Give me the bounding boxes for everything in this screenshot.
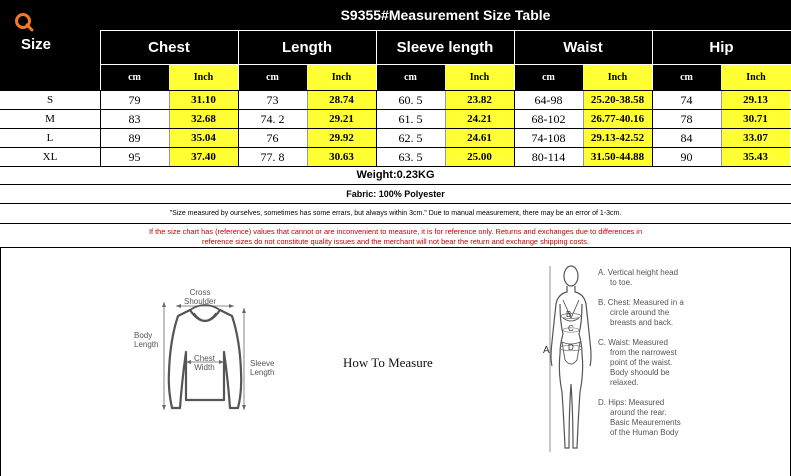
instruction-item xyxy=(598,338,788,388)
instruction-item xyxy=(598,398,788,438)
instruction-line: Body shoould be xyxy=(610,368,670,377)
instruction-line: C. Waist: Measured xyxy=(598,338,668,347)
instruction-line: breasts and back. xyxy=(610,318,674,327)
table-cell: 74-108 xyxy=(531,130,566,145)
table-cell: 60. 5 xyxy=(398,92,423,107)
cross-shoulder-label: Cross Shoulder xyxy=(184,288,217,306)
table-cell: 29.13-42.52 xyxy=(583,129,652,147)
disclaimer-line-2: reference sizes do not constitute quality issues and the merchant will not bear the return and exchange shipping costs. xyxy=(201,237,589,246)
instruction-line: A. Vertical height head xyxy=(598,268,679,277)
instructions xyxy=(598,268,788,448)
table-cell: 33.07 xyxy=(721,129,790,147)
table-cell: 89 xyxy=(128,130,141,145)
unit-cm-3: cm xyxy=(542,72,555,83)
instruction-line: from the narrowest xyxy=(610,348,677,357)
marker-d: D xyxy=(568,343,574,352)
table-cell: 78 xyxy=(680,111,693,126)
instruction-line: Basic Meaurements xyxy=(610,418,681,427)
disclaimer-line-1: If the size chart has (reference) values that cannot or are inconvenient to measure, it is for reference only. Returns and exchanges due to differences in xyxy=(148,227,643,236)
unit-inch-2: Inch xyxy=(445,65,514,90)
disclaimer xyxy=(0,224,791,248)
unit-inch-1: Inch xyxy=(307,65,376,90)
fabric-row: Fabric: 100% Polyester xyxy=(0,185,791,204)
table-cell: 30.71 xyxy=(721,110,790,128)
row-size: L xyxy=(46,132,54,144)
size-header: Size xyxy=(20,35,51,53)
how-to-measure-label: How To Measure xyxy=(343,355,433,370)
instruction-line: circle around the xyxy=(610,308,670,317)
row-size: S xyxy=(46,94,54,106)
table-cell: 90 xyxy=(680,149,693,164)
col-header-2: Sleeve length xyxy=(396,39,494,56)
col-header-3: Waist xyxy=(563,39,603,56)
table-cell: 63. 5 xyxy=(398,149,423,164)
col-header-0: Chest xyxy=(148,39,190,56)
table-cell: 37.40 xyxy=(169,148,238,166)
unit-inch-3: Inch xyxy=(583,65,652,90)
unit-cm-2: cm xyxy=(404,72,417,83)
unit-cm-0: cm xyxy=(128,72,141,83)
col-header-1: Length xyxy=(282,39,332,56)
marker-c: C xyxy=(568,324,574,333)
unit-cm-4: cm xyxy=(680,72,693,83)
instruction-line: to toe. xyxy=(610,278,633,287)
table-cell: 61. 5 xyxy=(398,111,423,126)
table-cell: 35.04 xyxy=(169,129,238,147)
chest-width-label: Chest Width xyxy=(194,354,215,372)
human-body-figure-icon xyxy=(536,262,598,458)
table-cell: 30.63 xyxy=(307,148,376,166)
table-cell: 74. 2 xyxy=(260,111,285,126)
table-cell: 80-114 xyxy=(531,149,566,164)
instruction-line: B. Chest: Measured in a xyxy=(598,298,684,307)
instruction-line: point of the waist. xyxy=(610,358,673,367)
instruction-line: D. Hips: Measured xyxy=(598,398,665,407)
table-cell: 62. 5 xyxy=(398,130,423,145)
table-cell: 74 xyxy=(680,92,693,107)
table-cell: 29.13 xyxy=(721,91,790,109)
row-size: M xyxy=(45,113,55,125)
instruction-line: relaxed. xyxy=(610,378,639,387)
row-size: XL xyxy=(42,151,58,163)
table-cell: 28.74 xyxy=(307,91,376,109)
table-cell: 79 xyxy=(128,92,141,107)
table-cell: 25.20-38.58 xyxy=(583,91,652,109)
table-cell: 35.43 xyxy=(721,148,790,166)
table-cell: 76 xyxy=(266,130,279,145)
table-cell: 95 xyxy=(128,149,141,164)
unit-inch-0: Inch xyxy=(169,65,238,90)
weight-row: Weight:0.23KG xyxy=(0,166,791,185)
instruction-item xyxy=(598,268,788,288)
table-cell: 24.21 xyxy=(445,110,514,128)
body-length-label: Body Length xyxy=(134,331,159,349)
instruction-item xyxy=(598,298,788,328)
table-cell: 26.77-40.16 xyxy=(583,110,652,128)
instruction-line: of the Human Body xyxy=(610,428,679,437)
unit-cm-1: cm xyxy=(266,72,279,83)
table-cell: 23.82 xyxy=(445,91,514,109)
table-cell: 77. 8 xyxy=(260,149,285,164)
measurement-note: "Size measured by ourselves, sometimes has some errars, but always within 3cm." Due to manual measurement, there may be an error of 1-3cm. xyxy=(0,204,791,224)
brand-logo-icon xyxy=(14,12,34,32)
table-cell: 68-102 xyxy=(531,111,566,126)
instruction-line: around the rear. xyxy=(610,408,667,417)
table-cell: 31.10 xyxy=(169,91,238,109)
table-cell: 29.21 xyxy=(307,110,376,128)
col-header-4: Hip xyxy=(709,39,734,56)
table-cell: 73 xyxy=(266,92,279,107)
table-cell: 84 xyxy=(680,130,693,145)
table-cell: 32.68 xyxy=(169,110,238,128)
table-cell: 64-98 xyxy=(534,92,563,107)
table-cell: 24.61 xyxy=(445,129,514,147)
marker-a: A xyxy=(543,345,550,356)
table-cell: 83 xyxy=(128,111,141,126)
table-cell: 29.92 xyxy=(307,129,376,147)
unit-inch-4: Inch xyxy=(721,65,791,90)
table-cell: 31.50-44.88 xyxy=(583,148,652,166)
marker-b: B xyxy=(566,310,572,319)
table-title: S9355#Measurement Size Table xyxy=(340,7,551,23)
sleeve-length-label: Sleeve Length xyxy=(250,359,275,377)
table-cell: 25.00 xyxy=(445,148,514,166)
